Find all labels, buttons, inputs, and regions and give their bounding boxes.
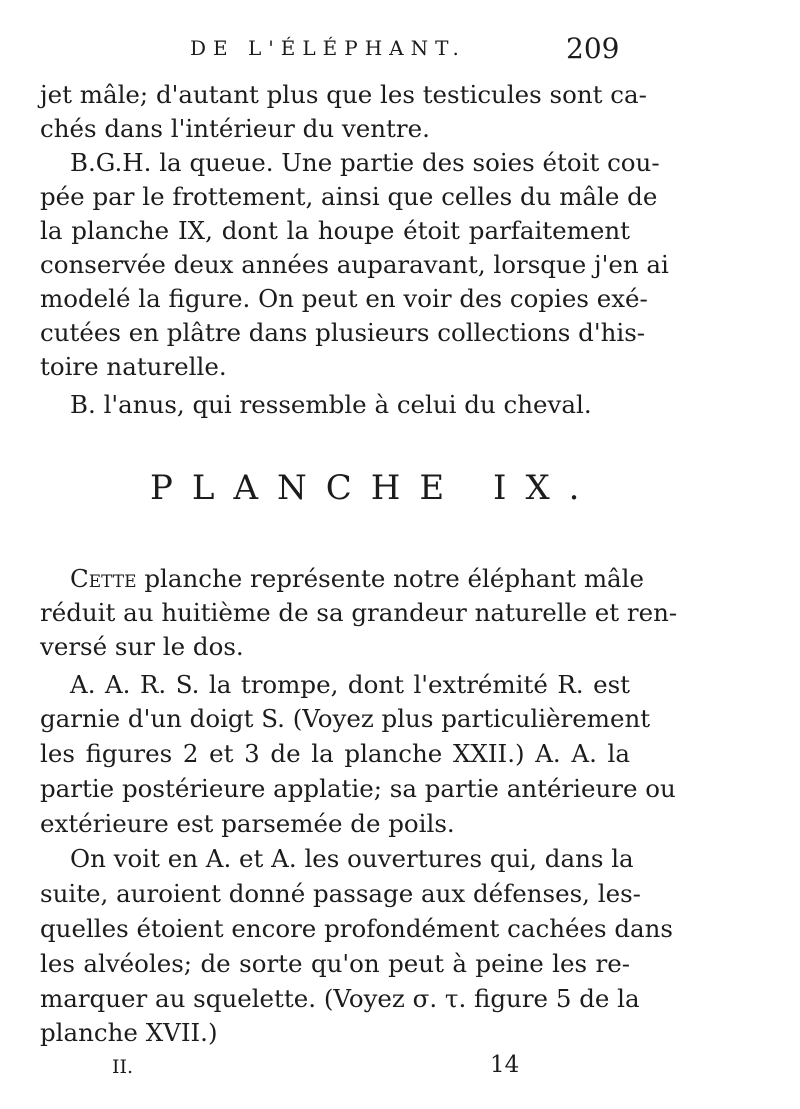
text-line: modelé la figure. On peut en voir des copies exé- (40, 284, 648, 313)
text-line: quelles étoient encore profondément cachées dans (40, 914, 673, 943)
text-line: réduit au huitième de sa grandeur naturelle et ren- (40, 598, 678, 627)
text-line: les figures 2 et 3 de la planche XXII.) A. A. la (40, 739, 630, 768)
text-line: la planche IX, dont la houpe étoit parfaitement (40, 216, 630, 245)
text-line: planche XVII.) (40, 1018, 218, 1047)
text-line: marquer au squelette. (Voyez σ. τ. figure 5 de la (40, 984, 640, 1013)
text-line: garnie d'un doigt S. (Voyez plus particulièrement (40, 704, 651, 733)
first-word-small-caps: Cette (70, 564, 137, 593)
text-line: partie postérieure applatie; sa partie antérieure ou (40, 774, 676, 803)
page-number: 209 (566, 32, 620, 65)
text-line: A. A. R. S. la trompe, dont l'extrémité R. est (70, 670, 630, 699)
text-line-rest: planche représente notre éléphant mâle (136, 564, 644, 593)
running-head (0, 32, 800, 66)
text-line: toire naturelle. (40, 352, 227, 381)
text-line: conservée deux années auparavant, lorsque j'en ai (40, 250, 669, 279)
text-line: les alvéoles; de sorte qu'on peut à peine les re- (40, 949, 630, 978)
signature-mark: II. (112, 1056, 134, 1078)
text-line: suite, auroient donné passage aux défenses, les- (40, 879, 641, 908)
text-line: extérieure est parsemée de poils. (40, 809, 455, 838)
sheet-number: 14 (490, 1052, 520, 1078)
text-line: chés dans l'intérieur du ventre. (40, 114, 430, 143)
text-line: On voit en A. et A. les ouvertures qui, dans la (70, 844, 634, 873)
text-line: cutées en plâtre dans plusieurs collections d'his- (40, 318, 646, 347)
text-line (70, 562, 644, 596)
text-line: jet mâle; d'autant plus que les testicules sont ca- (40, 80, 647, 109)
text-line: B. l'anus, qui ressemble à celui du cheval. (70, 390, 592, 419)
plate-heading: PLANCHE IX. (150, 468, 599, 508)
text-line: versé sur le dos. (40, 632, 244, 661)
text-line: B.G.H. la queue. Une partie des soies étoit cou- (70, 148, 660, 177)
running-title: DE L'ÉLÉPHANT. (190, 36, 466, 60)
text-line: pée par le frottement, ainsi que celles du mâle de (40, 182, 658, 211)
